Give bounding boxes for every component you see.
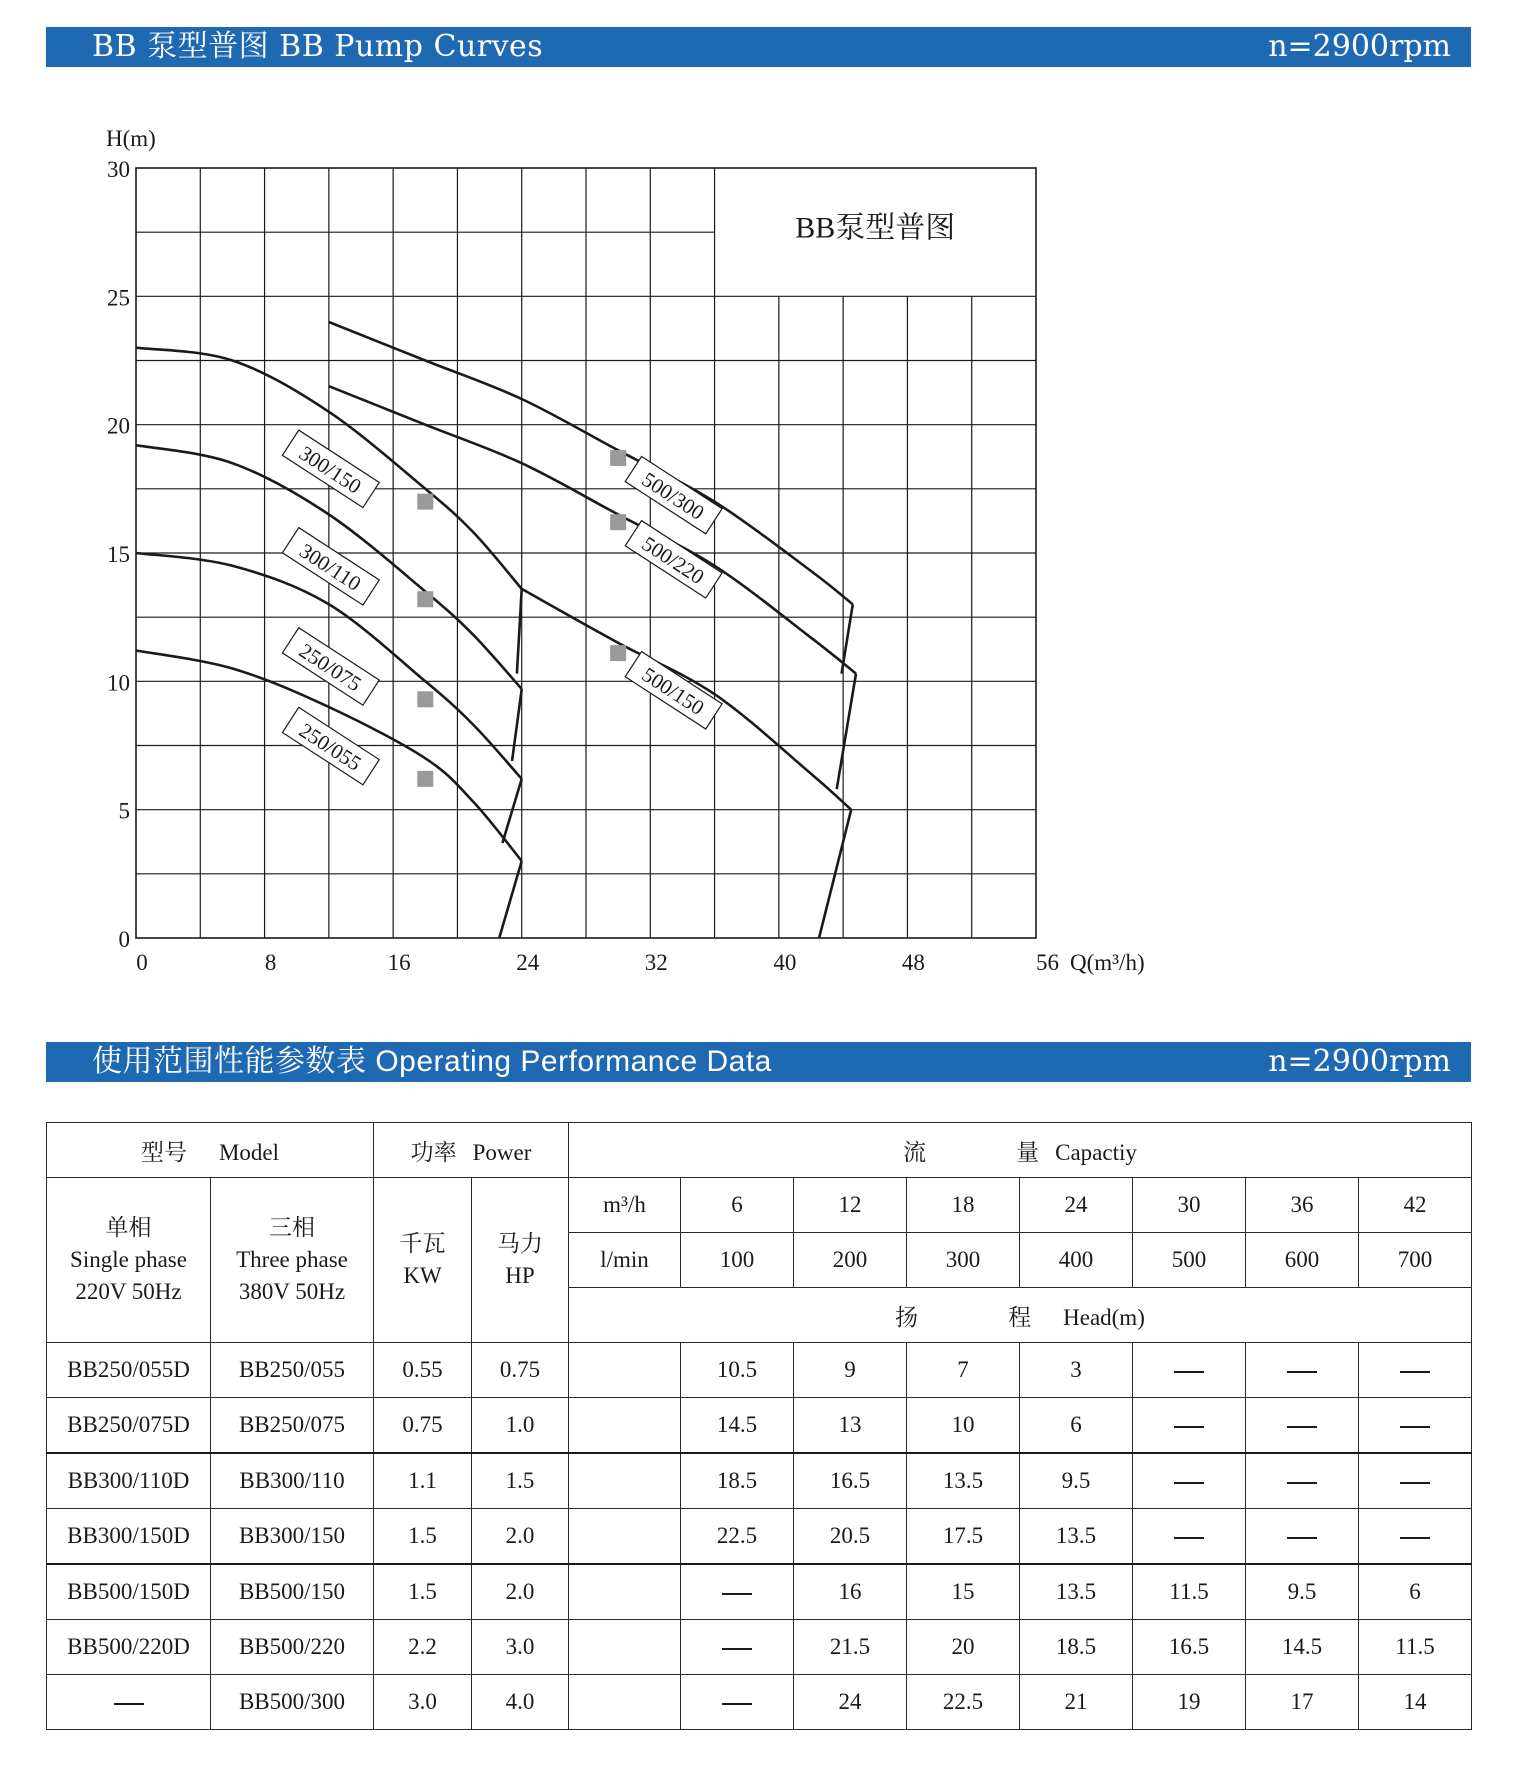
head-value: 22.5 (907, 1675, 1020, 1730)
three-phase-model: BB250/075 (211, 1398, 374, 1454)
x-tick-label: 0 (136, 950, 148, 975)
flow-lmin-cell: 700 (1359, 1233, 1472, 1288)
dash-mark (1400, 1537, 1430, 1539)
boundary-line (512, 689, 522, 761)
head-value: 13.5 (1020, 1509, 1133, 1565)
dash-mark (722, 1703, 752, 1705)
inset-title: BB泵型普图 (795, 211, 956, 245)
table-row (47, 1509, 1472, 1565)
table-row (47, 1675, 1472, 1730)
dash-mark (1174, 1371, 1204, 1373)
x-tick-label: 16 (387, 950, 411, 975)
curve-label-text: 500/150 (637, 662, 709, 720)
chart-axes (106, 126, 1145, 975)
head-value: 17 (1246, 1675, 1359, 1730)
dash-mark (1174, 1482, 1204, 1484)
x-tick-label: 56 (1036, 950, 1059, 975)
x-tick-label: 32 (644, 950, 668, 975)
single-phase-model: BB250/055D (47, 1343, 211, 1398)
dash-mark (1287, 1426, 1317, 1428)
three-phase-model: BB500/300 (211, 1675, 374, 1730)
dash-mark (722, 1648, 752, 1650)
head-value (1359, 1453, 1472, 1509)
head-value: 9.5 (1020, 1453, 1133, 1509)
head-value: 11.5 (1359, 1620, 1472, 1675)
power-kw: 3.0 (374, 1675, 472, 1730)
head-value (1359, 1398, 1472, 1454)
single-phase-model: BB500/150D (47, 1564, 211, 1620)
head-value (1246, 1509, 1359, 1565)
power-hp: 2.0 (472, 1509, 569, 1565)
head-value (1359, 1509, 1472, 1565)
head-value (681, 1620, 794, 1675)
x-tick-label: 8 (264, 950, 277, 975)
boundary-line (837, 674, 856, 790)
power-kw: 1.5 (374, 1509, 472, 1565)
model-header: 型号 Model (47, 1123, 374, 1178)
power-kw: 0.55 (374, 1343, 472, 1398)
curve-label-text: 250/055 (294, 718, 366, 776)
curve-label (282, 430, 379, 507)
unit-m3h: m³/h (569, 1178, 681, 1233)
flow-m3h-cell: 18 (907, 1178, 1020, 1233)
head-value (1133, 1398, 1246, 1454)
head-value: 6 (1359, 1564, 1472, 1620)
single-phase-model (47, 1675, 211, 1730)
blank-cell (569, 1564, 681, 1620)
table-row (47, 1343, 1472, 1398)
dash-mark (1400, 1426, 1430, 1428)
single-phase-model: BB300/110D (47, 1453, 211, 1509)
head-value: 11.5 (1133, 1564, 1246, 1620)
head-value: 17.5 (907, 1509, 1020, 1565)
power-hp: 2.0 (472, 1564, 569, 1620)
boundary-line (499, 861, 522, 938)
single-phase-model: BB500/220D (47, 1620, 211, 1675)
y-tick-label: 30 (107, 157, 130, 182)
head-value (1246, 1453, 1359, 1509)
head-value: 16 (794, 1564, 907, 1620)
curve-label-text: 500/300 (637, 467, 709, 525)
curve-label-text: 500/220 (637, 531, 709, 590)
chart-curves (136, 322, 856, 938)
x-tick-label: 48 (901, 950, 925, 975)
head-value: 9 (794, 1343, 907, 1398)
single-phase-header: 单相 Single phase 220V 50Hz (47, 1178, 211, 1343)
head-value (1133, 1343, 1246, 1398)
unit-lmin: l/min (569, 1233, 681, 1288)
performance-data-banner (46, 1042, 1471, 1082)
banner-rpm: n=2900rpm (1268, 29, 1451, 64)
three-phase-model: BB500/220 (211, 1620, 374, 1675)
head-value (1246, 1398, 1359, 1454)
curve-label (282, 528, 379, 605)
head-value: 20 (907, 1620, 1020, 1675)
three-phase-model: BB300/150 (211, 1509, 374, 1565)
boundary-line (517, 589, 522, 674)
three-phase-model: BB300/110 (211, 1453, 374, 1509)
curve-marker (417, 771, 433, 787)
y-tick-label: 0 (118, 927, 130, 952)
chart-grid (136, 168, 1036, 938)
dash-mark (1287, 1482, 1317, 1484)
curve-label-text: 300/150 (294, 440, 366, 499)
flow-m3h-cell: 6 (681, 1178, 794, 1233)
y-tick-label: 5 (118, 798, 130, 824)
head-value: 6 (1020, 1398, 1133, 1454)
blank-cell (569, 1675, 681, 1730)
head-value: 3 (1020, 1343, 1133, 1398)
x-axis-label: Q(m³/h) (1070, 950, 1145, 975)
power-header: 功率 Power (374, 1123, 569, 1178)
head-value: 19 (1133, 1675, 1246, 1730)
dash-mark (1400, 1482, 1430, 1484)
curve-label (625, 521, 722, 598)
flow-lmin-cell: 200 (794, 1233, 907, 1288)
flow-m3h-cell: 30 (1133, 1178, 1246, 1233)
blank-cell (569, 1343, 681, 1398)
flow-lmin-cell: 100 (681, 1233, 794, 1288)
blank-cell (569, 1398, 681, 1454)
head-value: 13 (794, 1398, 907, 1454)
head-value: 20.5 (794, 1509, 907, 1565)
y-tick-label: 25 (107, 285, 130, 311)
dash-mark (1400, 1371, 1430, 1373)
flow-m3h-cell: 12 (794, 1178, 907, 1233)
head-value: 10 (907, 1398, 1020, 1454)
dash-mark (1287, 1371, 1317, 1373)
head-value: 14 (1359, 1675, 1472, 1730)
dash-mark (1174, 1537, 1204, 1539)
boundary-line (502, 779, 521, 843)
head-value: 15 (907, 1564, 1020, 1620)
head-value: 14.5 (1246, 1620, 1359, 1675)
head-value (1359, 1343, 1472, 1398)
head-value: 9.5 (1246, 1564, 1359, 1620)
head-value (1133, 1509, 1246, 1565)
head-value: 10.5 (681, 1343, 794, 1398)
head-value: 7 (907, 1343, 1020, 1398)
curve-label (625, 456, 722, 533)
dash-mark (114, 1703, 144, 1705)
dash-mark (1174, 1426, 1204, 1428)
curve-500-220 (329, 386, 856, 673)
table-row (47, 1564, 1472, 1620)
curve-label-text: 300/110 (295, 538, 366, 596)
y-tick-label: 20 (107, 413, 130, 439)
table-row (47, 1453, 1472, 1509)
y-tick-label: 10 (107, 670, 130, 696)
curve-marker (610, 514, 626, 530)
y-axis-label: H(m) (106, 126, 156, 151)
dash-mark (1287, 1537, 1317, 1539)
head-value: 13.5 (1020, 1564, 1133, 1620)
head-value: 21.5 (794, 1620, 907, 1675)
power-hp: 4.0 (472, 1675, 569, 1730)
power-kw: 1.5 (374, 1564, 472, 1620)
blank-cell (569, 1620, 681, 1675)
head-value (1246, 1343, 1359, 1398)
curve-label-text: 250/075 (294, 638, 366, 697)
power-kw: 2.2 (374, 1620, 472, 1675)
table-row (47, 1398, 1472, 1454)
blank-cell (569, 1453, 681, 1509)
head-value (681, 1564, 794, 1620)
single-phase-model: BB250/075D (47, 1398, 211, 1454)
three-phase-model: BB250/055 (211, 1343, 374, 1398)
performance-table (46, 1122, 1472, 1730)
hp-header: 马力 HP (472, 1178, 569, 1343)
data-rows (47, 1343, 1472, 1730)
x-tick-label: 40 (773, 950, 797, 975)
head-value: 18.5 (681, 1453, 794, 1509)
table-row (47, 1620, 1472, 1675)
head-value: 18.5 (1020, 1620, 1133, 1675)
curve-marker (610, 645, 626, 661)
head-header: 扬 程 Head(m) (569, 1288, 1472, 1343)
power-hp: 1.0 (472, 1398, 569, 1454)
banner-title: BB 泵型普图 BB Pump Curves (92, 29, 544, 64)
curve-marker (417, 494, 433, 510)
head-value (681, 1675, 794, 1730)
curve-500-300 (329, 322, 853, 604)
flow-lmin-cell: 600 (1246, 1233, 1359, 1288)
kw-header: 千瓦 KW (374, 1178, 472, 1343)
flow-lmin-cell: 400 (1020, 1233, 1133, 1288)
banner-title: 使用范围性能参数表 Operating Performance Data (92, 1045, 772, 1078)
head-value: 22.5 (681, 1509, 794, 1565)
y-tick-label: 15 (107, 542, 130, 567)
head-value: 13.5 (907, 1453, 1020, 1509)
pump-curve-chart (0, 100, 1517, 1000)
single-phase-model: BB300/150D (47, 1509, 211, 1565)
head-value (1133, 1453, 1246, 1509)
power-hp: 3.0 (472, 1620, 569, 1675)
curve-marker (417, 591, 433, 607)
power-kw: 0.75 (374, 1398, 472, 1454)
flow-m3h-cell: 42 (1359, 1178, 1472, 1233)
flow-lmin-cell: 300 (907, 1233, 1020, 1288)
head-value: 14.5 (681, 1398, 794, 1454)
power-kw: 1.1 (374, 1453, 472, 1509)
x-tick-label: 24 (516, 950, 540, 975)
power-hp: 1.5 (472, 1453, 569, 1509)
pump-curves-banner (46, 27, 1471, 67)
banner-rpm: n=2900rpm (1268, 1044, 1451, 1079)
three-phase-header: 三相 Three phase 380V 50Hz (211, 1178, 374, 1343)
curve-marker (417, 691, 433, 707)
flow-lmin-cell: 500 (1133, 1233, 1246, 1288)
blank-cell (569, 1509, 681, 1565)
curve-marker (610, 450, 626, 466)
power-hp: 0.75 (472, 1343, 569, 1398)
head-value: 16.5 (794, 1453, 907, 1509)
flow-m3h-cell: 24 (1020, 1178, 1133, 1233)
capacity-header: 流 量 Capactiy (569, 1123, 1472, 1178)
head-value: 16.5 (1133, 1620, 1246, 1675)
dash-mark (722, 1593, 752, 1595)
flow-m3h-cell: 36 (1246, 1178, 1359, 1233)
head-value: 21 (1020, 1675, 1133, 1730)
head-value: 24 (794, 1675, 907, 1730)
three-phase-model: BB500/150 (211, 1564, 374, 1620)
